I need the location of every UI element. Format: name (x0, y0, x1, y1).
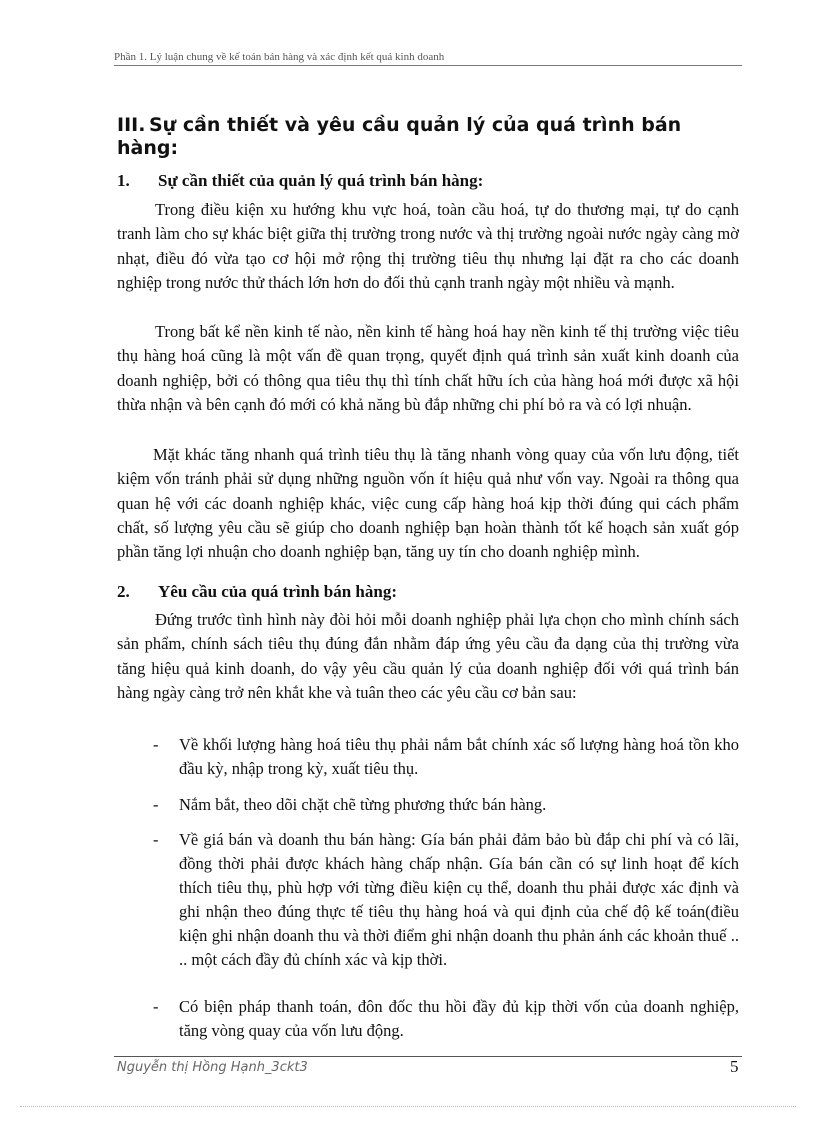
section-heading (117, 114, 747, 160)
paragraph-2: Trong bất kể nền kinh tế nào, nền kinh tế hàng hoá hay nền kinh tế thị trường việc tiêu thụ hàng hoá cũng là một vấn đề quan trọng, quyết định quá trình sản xuất kinh doanh của doanh nghiệp, bởi có thông qua tiêu thụ thì tính chất hữu ích của hàng hoá mới được xã hội thừa nhận và bên cạnh đó mới có khả năng bù đắp những chi phí bỏ ra và có lợi nhuận. (117, 322, 739, 414)
footer-author: Nguyễn thị Hồng Hạnh_3ckt3 (117, 1060, 308, 1075)
bullet-text: Về khối lượng hàng hoá tiêu thụ phải nắm bắt chính xác số lượng hàng hoá tồn kho đầu kỳ, nhập trong kỳ, xuất tiêu thụ. (179, 735, 739, 778)
bullet-marker: - (153, 997, 159, 1016)
footer-rule (114, 1056, 742, 1057)
section-title: Sự cần thiết và yêu cầu quản lý của quá trình bán hàng: (117, 114, 682, 159)
section-number: III. (117, 114, 146, 136)
bullet-item (153, 828, 739, 972)
page-bottom-divider (20, 1106, 796, 1107)
subsection-1-heading (117, 170, 747, 192)
bullet-text: Nắm bắt, theo dõi chặt chẽ từng phương thức bán hàng. (179, 795, 547, 814)
bullet-item (153, 995, 739, 1043)
subsection-2-heading (117, 581, 747, 603)
subsection-1-title: Sự cần thiết của quản lý quá trình bán hàng: (158, 171, 484, 190)
bullet-item (153, 733, 739, 781)
subsection-1-number: 1. (117, 171, 130, 190)
bullet-text: Về giá bán và doanh thu bán hàng: Gía bán phải đảm bảo bù đắp chi phí và có lãi, đồng thời phải được khách hàng chấp nhận. Gía bán cần có sự linh hoạt để kích thích tiêu thụ, phù hợp với từng điều kiện cụ thể, doanh thu phải được xác định và ghi nhận theo đúng thực tế tiêu thụ hàng hoá và qui định của chế độ kế toán(điều kiện ghi nhận doanh thu và thời điểm ghi nhận doanh thu phản ánh các khoản thuế .. .. một cách đầy đủ chính xác và kịp thời. (179, 830, 739, 969)
bullet-item (153, 793, 739, 817)
paragraph-3: Mặt khác tăng nhanh quá trình tiêu thụ là tăng nhanh vòng quay của vốn lưu động, tiết kiệm vốn tránh phải sử dụng những nguồn vốn ít hiệu quả như vốn vay. Ngoài ra thông qua quan hệ với các doanh nghiệp khác, việc cung cấp hàng hoá kịp thời đúng qui cách phẩm chất, số lượng yêu cầu sẽ giúp cho doanh nghiệp bạn hoàn thành tốt kế hoạch sản xuất góp phần tăng lợi nhuận cho doanh nghiệp bạn, tăng uy tín cho doanh nghiệp mình. (117, 445, 739, 562)
bullet-marker: - (153, 795, 159, 814)
bullet-marker: - (153, 735, 159, 754)
running-header: Phần 1. Lý luận chung về kế toán bán hàng và xác định kết quả kinh doanh (114, 50, 742, 66)
bullet-marker: - (153, 830, 159, 849)
subsection-2-title: Yêu cầu của quá trình bán hàng: (158, 582, 398, 601)
page-number: 5 (730, 1057, 739, 1076)
subsection-2-number: 2. (117, 582, 130, 601)
paragraph-intro-2: Đứng trước tình hình này đòi hỏi mỗi doanh nghiệp phải lựa chọn cho mình chính sách sản phẩm, chính sách tiêu thụ đúng đắn nhằm đáp ứng yêu cầu đa dạng của thị trường vừa tăng hiệu quả kinh doanh, do vậy yêu cầu quản lý của doanh nghiệp đối với quá trình bán hàng ngày càng trở nên khắt khe và tuân theo các yêu cầu cơ bản sau: (117, 610, 739, 702)
bullet-text: Có biện pháp thanh toán, đôn đốc thu hồi đầy đủ kịp thời vốn của doanh nghiệp, tăng vòng quay của vốn lưu động. (179, 997, 739, 1040)
paragraph-1: Trong điều kiện xu hướng khu vực hoá, toàn cầu hoá, tự do thương mại, tự do cạnh tranh làm cho sự khác biệt giữa thị trường trong nước và thị trường ngoài nước ngày càng mờ nhạt, điều đó vừa tạo cơ hội mở rộng thị trường tiêu thụ nhưng lại đặt ra cho các doanh nghiệp trong nước thử thách lớn hơn do đối thủ cạnh tranh ngày một nhiều và mạnh. (117, 200, 739, 292)
